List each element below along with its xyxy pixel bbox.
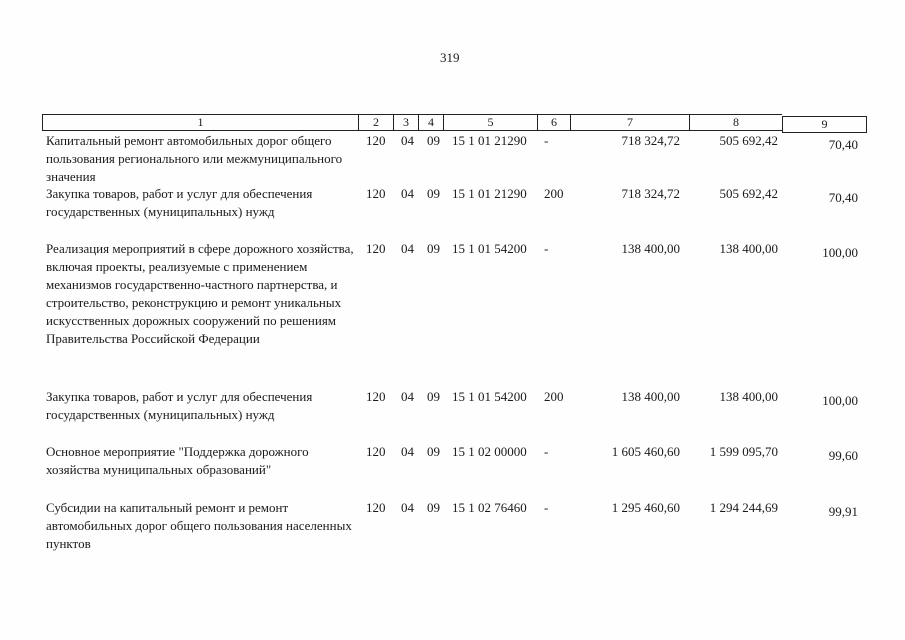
row-col-2: 120 bbox=[366, 133, 386, 148]
header-col-3: 3 bbox=[393, 114, 418, 131]
row-col-4: 09 bbox=[427, 500, 440, 515]
row-col-9: 70,40 bbox=[828, 190, 858, 205]
row-col-3: 04 bbox=[401, 186, 414, 201]
row-col-8: 1 599 095,70 bbox=[709, 444, 778, 459]
row-col-6: - bbox=[544, 444, 549, 459]
header-col-7: 7 bbox=[570, 114, 689, 131]
row-col-4: 09 bbox=[427, 133, 440, 148]
header-col-6: 6 bbox=[537, 114, 570, 131]
row-col-4: 09 bbox=[427, 389, 440, 404]
header-col-5: 5 bbox=[443, 114, 537, 131]
row-col-5: 15 1 01 54200 bbox=[452, 241, 527, 256]
page-number: 319 bbox=[440, 50, 460, 65]
row-col-7: 138 400,00 bbox=[621, 389, 680, 404]
row-col-2: 120 bbox=[366, 241, 386, 256]
row-col-9: 99,60 bbox=[828, 448, 858, 463]
header-col-9: 9 bbox=[782, 116, 867, 133]
row-col-7: 718 324,72 bbox=[621, 133, 680, 148]
header-col-4: 4 bbox=[418, 114, 443, 131]
row-name: Капитальный ремонт автомобильных дорог общего пользования регионального или межмуниципального значения bbox=[46, 133, 343, 184]
row-col-6: - bbox=[544, 500, 549, 515]
row-col-2: 120 bbox=[366, 389, 386, 404]
row-col-8: 505 692,42 bbox=[719, 133, 778, 148]
row-col-5: 15 1 02 00000 bbox=[452, 444, 527, 459]
row-col-8: 138 400,00 bbox=[719, 241, 778, 256]
row-col-3: 04 bbox=[401, 389, 414, 404]
row-col-6: - bbox=[544, 241, 549, 256]
row-col-5: 15 1 01 21290 bbox=[452, 133, 527, 148]
row-col-2: 120 bbox=[366, 186, 386, 201]
row-col-7: 138 400,00 bbox=[621, 241, 680, 256]
row-col-7: 718 324,72 bbox=[621, 186, 680, 201]
row-col-9: 99,91 bbox=[828, 504, 858, 519]
header-col-2: 2 bbox=[358, 114, 393, 131]
row-col-4: 09 bbox=[427, 241, 440, 256]
row-col-8: 505 692,42 bbox=[719, 186, 778, 201]
row-col-3: 04 bbox=[401, 444, 414, 459]
row-col-6: 200 bbox=[544, 389, 564, 404]
row-col-2: 120 bbox=[366, 444, 386, 459]
row-col-3: 04 bbox=[401, 500, 414, 515]
row-col-9: 70,40 bbox=[828, 137, 858, 152]
row-col-4: 09 bbox=[427, 444, 440, 459]
row-col-6: 200 bbox=[544, 186, 564, 201]
row-col-7: 1 295 460,60 bbox=[611, 500, 680, 515]
header-col-8: 8 bbox=[689, 114, 782, 131]
row-col-6: - bbox=[544, 133, 549, 148]
row-col-7: 1 605 460,60 bbox=[611, 444, 680, 459]
row-col-8: 1 294 244,69 bbox=[709, 500, 778, 515]
row-col-2: 120 bbox=[366, 500, 386, 515]
row-col-5: 15 1 01 21290 bbox=[452, 186, 527, 201]
row-col-3: 04 bbox=[401, 241, 414, 256]
row-col-9: 100,00 bbox=[822, 245, 858, 260]
table-header bbox=[42, 114, 867, 131]
row-col-4: 09 bbox=[427, 186, 440, 201]
row-col-3: 04 bbox=[401, 133, 414, 148]
row-name: Закупка товаров, работ и услуг для обеспечения государственных (муниципальных) нужд bbox=[46, 389, 313, 422]
row-col-9: 100,00 bbox=[822, 393, 858, 408]
row-name: Реализация мероприятий в сфере дорожного хозяйства, включая проекты, реализуемые с применением механизмов государственно-частного партнерства, и строительство, реконструкцию и ремонт уникальных искусственных дорожных сооружений по решениям Правительства Российской Федерации bbox=[46, 241, 354, 346]
row-name: Субсидии на капитальный ремонт и ремонт автомобильных дорог общего пользования населенных пунктов bbox=[46, 500, 352, 551]
row-name: Основное мероприятие "Поддержка дорожного хозяйства муниципальных образований" bbox=[46, 444, 309, 477]
row-col-5: 15 1 02 76460 bbox=[452, 500, 527, 515]
row-col-5: 15 1 01 54200 bbox=[452, 389, 527, 404]
header-col-1: 1 bbox=[42, 114, 358, 131]
row-col-8: 138 400,00 bbox=[719, 389, 778, 404]
row-name: Закупка товаров, работ и услуг для обеспечения государственных (муниципальных) нужд bbox=[46, 186, 313, 219]
